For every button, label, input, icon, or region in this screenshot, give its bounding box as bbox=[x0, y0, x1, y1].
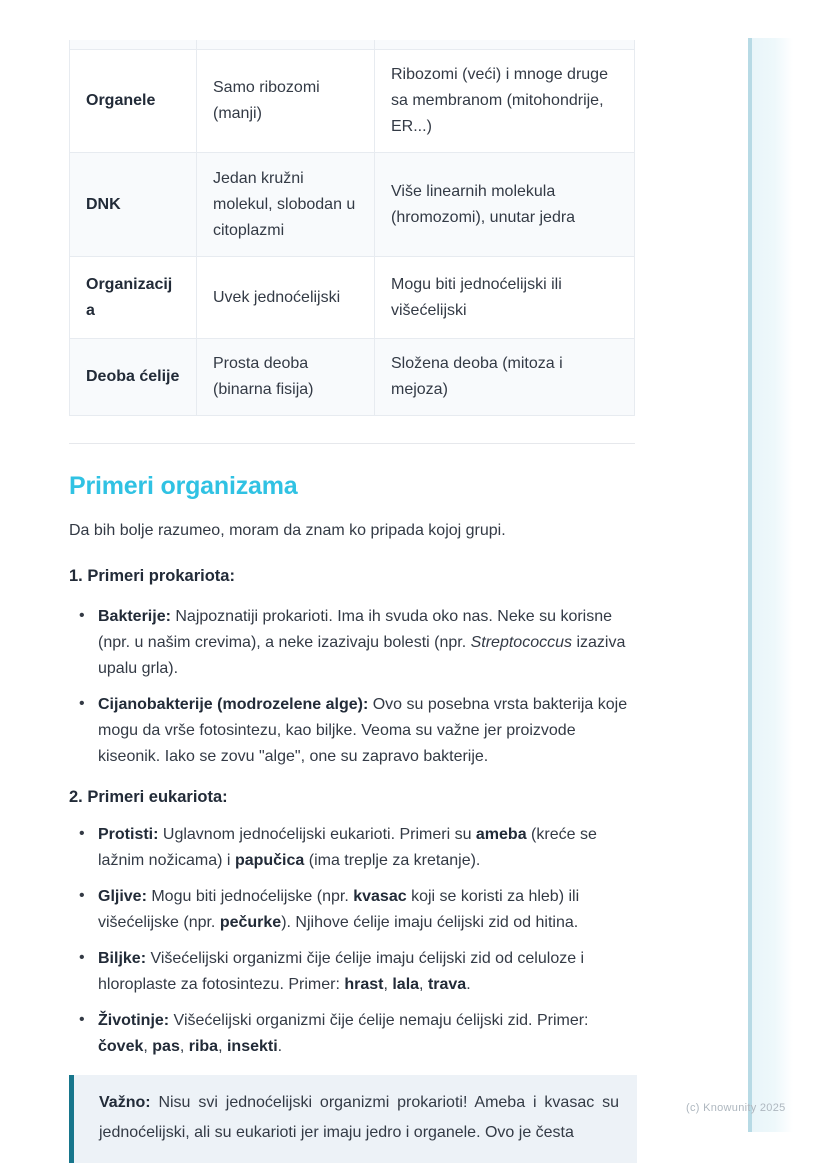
text-segment: . bbox=[466, 976, 471, 993]
bullet-icon: • bbox=[79, 1011, 85, 1028]
subheading-eukariota: 2. Primeri eukariota: bbox=[69, 788, 228, 806]
row-label: Deoba ćelije bbox=[70, 339, 197, 416]
bold-text: kvasac bbox=[353, 888, 407, 905]
list-item bbox=[69, 822, 635, 874]
bold-text: riba bbox=[188, 1038, 219, 1055]
text-segment: , bbox=[383, 976, 393, 993]
text-segment: . bbox=[277, 1038, 283, 1055]
text-segment: (ima treplje za kretanje). bbox=[304, 852, 481, 869]
bold-text: Protisti: bbox=[98, 826, 159, 843]
table-row bbox=[70, 153, 635, 257]
bold-text: Gljive: bbox=[98, 888, 147, 905]
copyright-watermark: (c) Knowunity 2025 bbox=[686, 1102, 786, 1114]
table-cell-prokaryote: Samo ribozomi (manji) bbox=[197, 50, 375, 153]
text-segment: , bbox=[419, 976, 428, 993]
text-segment: Višećelijski organizmi čije ćelije nemaju ćelijski zid. Primer: bbox=[169, 1012, 589, 1029]
bold-text: hrast bbox=[344, 976, 384, 993]
list-item-text bbox=[98, 696, 627, 765]
table-cell-prokaryote: Jedan kružni molekul, slobodan u citoplazmi bbox=[197, 153, 375, 257]
table-row bbox=[70, 50, 635, 153]
bold-text: Biljke: bbox=[98, 950, 147, 967]
list-item-text bbox=[98, 608, 625, 677]
row-label: DNK bbox=[70, 153, 197, 257]
text-segment: Nisu svi jednoćelijski organizmi prokarioti! Ameba i kvasac su jednoćelijski, ali su eukarioti jer imaju jedro i organele. Ovo je česta bbox=[99, 1094, 619, 1141]
bullet-icon: • bbox=[79, 695, 85, 712]
table-cell-prokaryote: Uvek jednoćelijski bbox=[197, 257, 375, 339]
table-cell-eukaryote: Više linearnih molekula (hromozomi), unutar jedra bbox=[375, 153, 635, 257]
bullet-icon: • bbox=[79, 949, 85, 966]
table-cell bbox=[197, 40, 375, 50]
text-segment: Višećelijski organizmi čije ćelije imaju ćelijski zid od celuloze i hloroplaste za fotosintezu. Primer: bbox=[98, 950, 585, 993]
bold-text: ameba bbox=[475, 826, 527, 843]
right-accent-strip bbox=[748, 38, 793, 1132]
bold-text: pečurke bbox=[219, 914, 282, 931]
text-segment: izaziva upalu grla). bbox=[98, 634, 626, 677]
table-cell-eukaryote: Ribozomi (veći) i mnoge druge sa membranom (mitohondrije, ER...) bbox=[375, 50, 635, 153]
text-segment: , bbox=[143, 1038, 153, 1055]
section-divider bbox=[69, 443, 635, 444]
list-item-text bbox=[98, 950, 584, 993]
bold-text: Životinje: bbox=[98, 1012, 170, 1029]
text-segment: , bbox=[179, 1038, 189, 1055]
table-cell bbox=[70, 40, 197, 50]
bold-text: Cijanobakterije (modrozelene alge): bbox=[98, 696, 369, 713]
row-label: Organizacija bbox=[70, 257, 197, 339]
table-cell bbox=[375, 40, 635, 50]
bullet-icon: • bbox=[79, 887, 85, 904]
section-heading: Primeri organizama bbox=[69, 472, 298, 500]
bold-text: Bakterije: bbox=[98, 608, 171, 625]
text-segment: Mogu biti jednoćelijske (npr. bbox=[146, 888, 354, 905]
bold-text: pas bbox=[152, 1038, 180, 1055]
table-cell-eukaryote: Složena deoba (mitoza i mejoza) bbox=[375, 339, 635, 416]
list-item bbox=[69, 946, 635, 998]
row-label: Organele bbox=[70, 50, 197, 153]
document-content bbox=[69, 40, 635, 1163]
text-segment: Uglavnom jednoćelijski eukarioti. Primeri su bbox=[158, 826, 476, 843]
bold-text: lala bbox=[392, 976, 420, 993]
bold-text: Važno: bbox=[99, 1094, 151, 1111]
list-item bbox=[69, 884, 635, 936]
intro-paragraph: Da bih bolje razumeo, moram da znam ko pripada kojoj grupi. bbox=[69, 522, 506, 539]
bullet-icon: • bbox=[79, 825, 85, 842]
bold-text: insekti bbox=[226, 1038, 278, 1055]
eukariota-list bbox=[69, 822, 635, 1060]
bold-text: trava bbox=[427, 976, 467, 993]
table-row bbox=[70, 257, 635, 339]
comparison-table bbox=[69, 40, 635, 416]
bold-text: papučica bbox=[234, 852, 305, 869]
table-cell-eukaryote: Mogu biti jednoćelijski ili višećelijski bbox=[375, 257, 635, 339]
list-item-text bbox=[98, 826, 597, 869]
list-item bbox=[69, 692, 635, 770]
list-item-text bbox=[98, 888, 579, 931]
italic-text: Streptococcus bbox=[470, 634, 572, 651]
table-row bbox=[70, 339, 635, 416]
text-segment: Najpoznatiji prokarioti. Ima ih svuda oko nas. Neke su korisne (npr. u našim crevima), a neke izazivaju bolesti (npr. bbox=[98, 608, 613, 651]
text-segment: Ovo su posebna vrsta bakterija koje mogu da vrše fotosintezu, kao biljke. Veoma su važne jer proizvode kiseonik. Iako se zovu "alge", one su zapravo bakterije. bbox=[98, 696, 628, 765]
list-item-text bbox=[98, 1012, 589, 1055]
important-callout bbox=[69, 1075, 637, 1163]
callout-text bbox=[99, 1088, 619, 1148]
list-item bbox=[69, 604, 635, 682]
text-segment: ). Njihove ćelije imaju ćelijski zid od hitina. bbox=[281, 914, 579, 931]
truncated-table-row bbox=[70, 40, 635, 50]
subheading-prokariota: 1. Primeri prokariota: bbox=[69, 567, 235, 585]
list-item bbox=[69, 1008, 635, 1060]
text-segment: , bbox=[218, 1038, 227, 1055]
text-segment: koji se koristi za hleb) ili višećelijske (npr. bbox=[98, 888, 580, 931]
bullet-icon: • bbox=[79, 607, 85, 624]
prokariota-list bbox=[69, 604, 635, 770]
table-cell-prokaryote: Prosta deoba (binarna fisija) bbox=[197, 339, 375, 416]
bold-text: čovek bbox=[98, 1038, 144, 1055]
text-segment: (kreće se lažnim nožicama) i bbox=[98, 826, 597, 869]
